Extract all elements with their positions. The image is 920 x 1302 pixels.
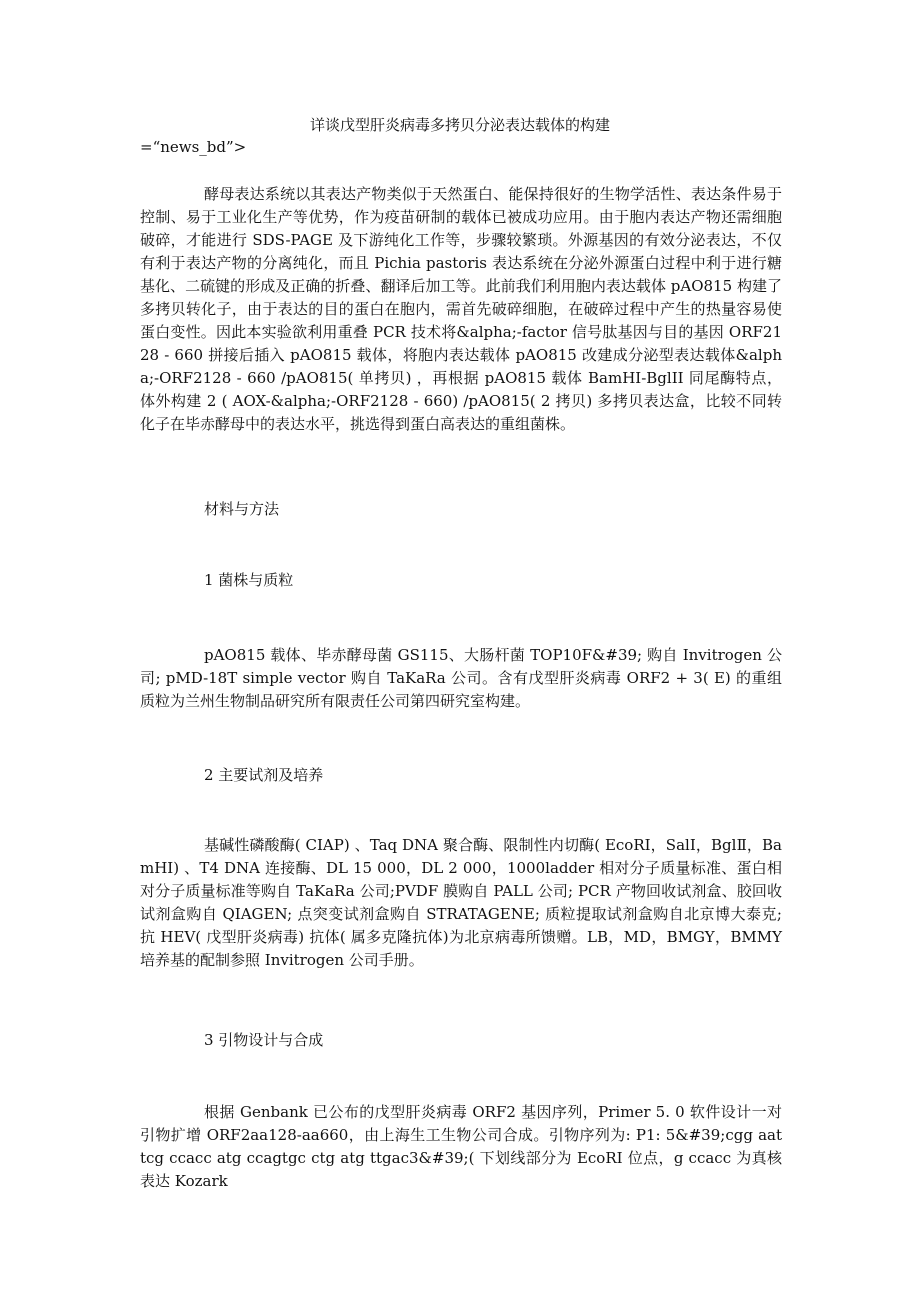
reagents-paragraph: 基碱性磷酸酶( CIAP) 、Taq DNA 聚合酶、限制性内切酶( EcoRI，SalI，BglⅡ，BamHI) 、T4 DNA 连接酶、DL 15 000，DL 2 000，1000ladder 相对分子质量标准、蛋白相对分子质量标准等购自 TaKaRa 公司;PVDF 膜购自 PALL 公司; PCR 产物回收试剂盒、胶回收试剂盒购自 QIAGEN; 点突变试剂盒购自 STRATAGENE; 质粒提取试剂盒购自北京博大泰克; 抗 HEV( 戊型肝炎病毒) 抗体( 属多克隆抗体)为北京病毒所馈赠。LB，MD，BMGY，BMMY 培养基的配制参照 Invitrogen 公司手册。 (140, 836, 782, 969)
section-heading-materials-methods: 材料与方法 (204, 500, 280, 518)
section-heading-strains-plasmids: 1 菌株与质粒 (204, 571, 294, 589)
primer-design-paragraph: 根据 Genbank 已公布的戊型肝炎病毒 ORF2 基因序列，Primer 5. 0 软件设计一对引物扩增 ORF2aa128-aa660，由上海生工生物公司合成。引物序列为: P1: 5&#39;cgg aat tcg ccacc atg ccagtgc ctg atg ttgac3&#39;( 下划线部分为 EcoRI 位点，g ccacc 为真核表达 Kozark (140, 1103, 782, 1190)
markup-artifact-text: =“news_bd”> (140, 138, 247, 156)
section-heading-reagents: 2 主要试剂及培养 (204, 766, 324, 784)
section-heading-primer-design: 3 引物设计与合成 (204, 1031, 324, 1049)
document-title: 详谈戊型肝炎病毒多拷贝分泌表达载体的构建 (309, 116, 610, 134)
strains-plasmids-paragraph: pAO815 载体、毕赤酵母菌 GS115、大肠杆菌 TOP10F&#39; 购自 Invitrogen 公司; pMD-18T simple vector 购自 TaKaRa 公司。含有戊型肝炎病毒 ORF2 + 3( E) 的重组质粒为兰州生物制品研究所有限责任公司第四研究室构建。 (140, 646, 782, 710)
intro-paragraph: 酵母表达系统以其表达产物类似于天然蛋白、能保持很好的生物学活性、表达条件易于控制、易于工业化生产等优势，作为疫苗研制的载体已被成功应用。由于胞内表达产物还需细胞破碎，才能进行 SDS-PAGE 及下游纯化工作等，步骤较繁琐。外源基因的有效分泌表达，不仅有利于表达产物的分离纯化，而且 Pichia pastoris 表达系统在分泌外源蛋白过程中利于进行糖基化、二硫键的形成及正确的折叠、翻译后加工等。此前我们利用胞内表达载体 pAO815 构建了多拷贝转化子，由于表达的目的蛋白在胞内，需首先破碎细胞，在破碎过程中产生的热量容易使蛋白变性。因此本实验欲利用重叠 PCR 技术将&alpha;-factor 信号肽基因与目的基因 ORF2128 - 660 拼接后插入 pAO815 载体，将胞内表达载体 pAO815 改建成分泌型表达载体&alpha;-ORF2128 - 660 /pAO815( 单拷贝) ，再根据 pAO815 载体 BamHI-BglII 同尾酶特点，体外构建 2 ( AOX-&alpha;-ORF2128 - 660) /pAO815( 2 拷贝) 多拷贝表达盒，比较不同转化子在毕赤酵母中的表达水平，挑选得到蛋白高表达的重组菌株。 (140, 185, 782, 433)
